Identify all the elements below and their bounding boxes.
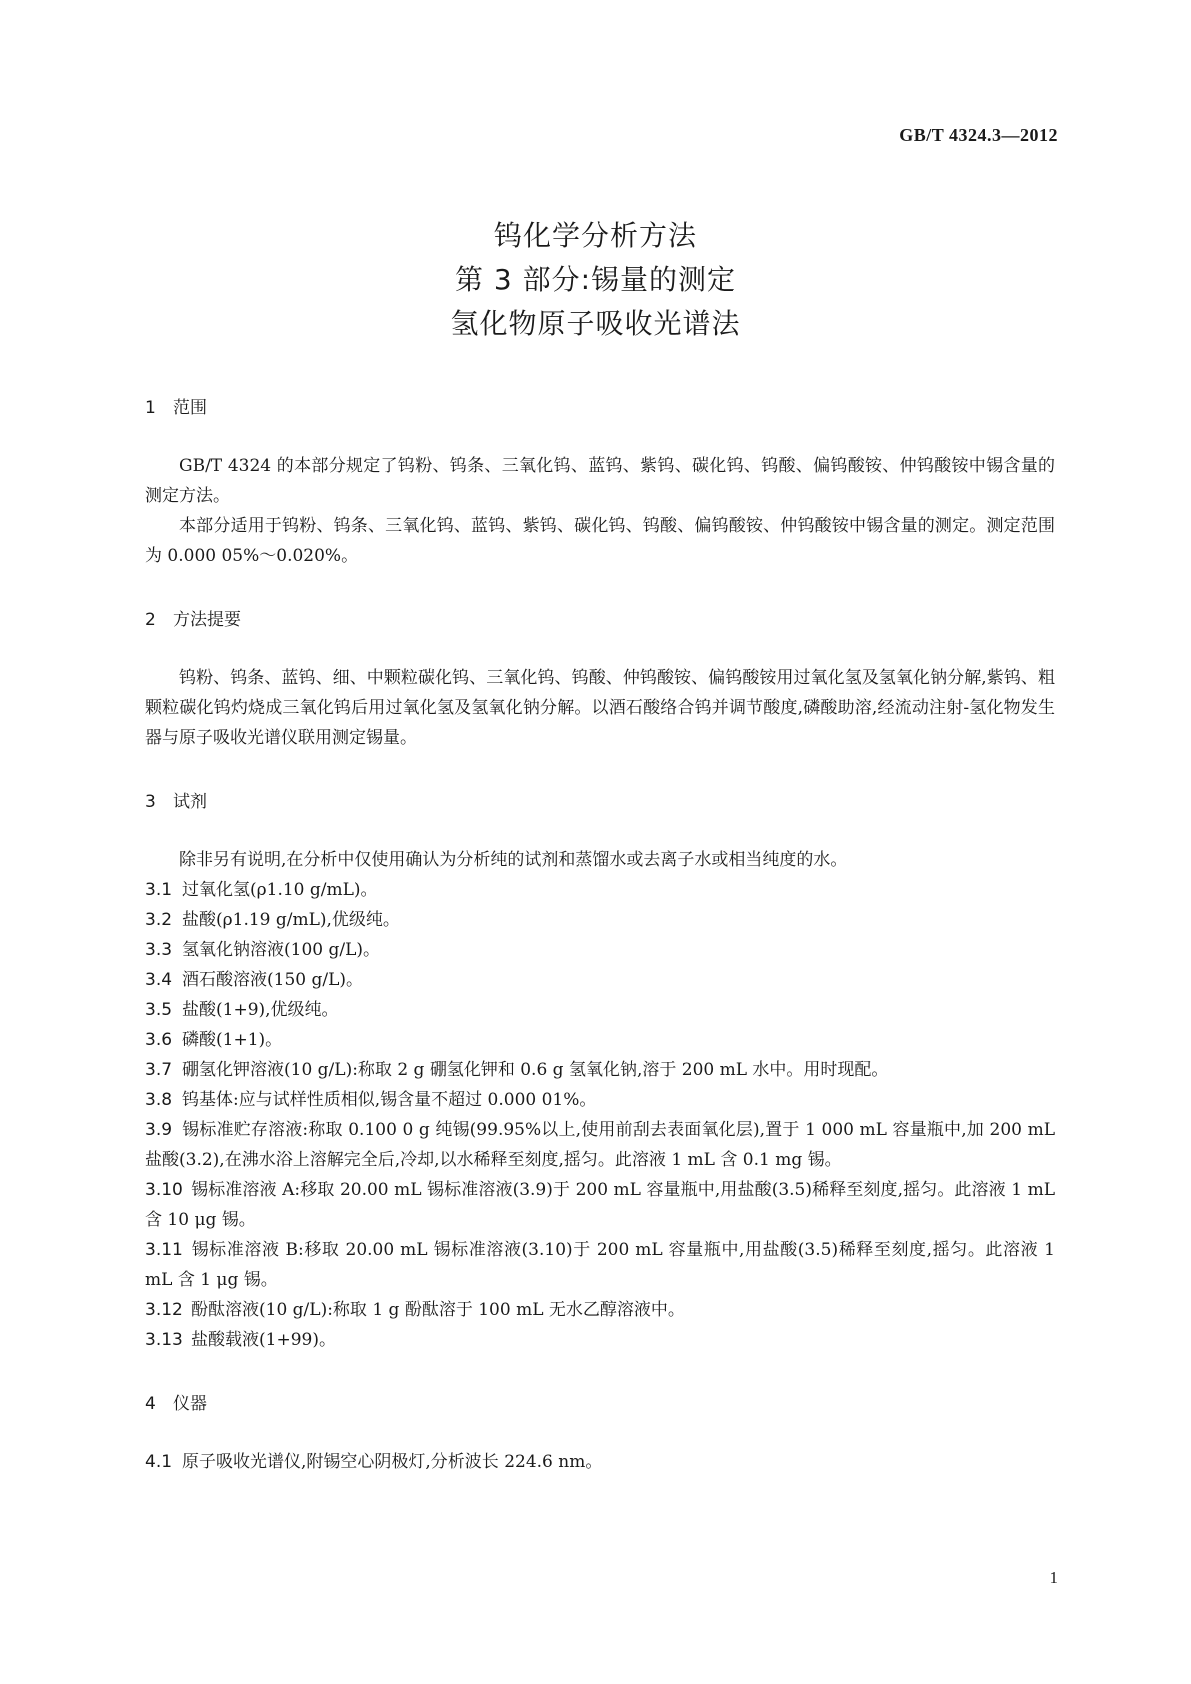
item-number: 3.13 <box>145 1330 183 1350</box>
reagent-item <box>145 875 1055 905</box>
item-number: 3.11 <box>145 1240 183 1260</box>
section-title: 仪器 <box>173 1394 207 1414</box>
item-text: 盐酸载液(1+99)。 <box>191 1330 336 1350</box>
scope-paragraph-1: GB/T 4324 的本部分规定了钨粉、钨条、三氧化钨、蓝钨、紫钨、碳化钨、钨酸、偏钨酸铵、仲钨酸铵中锡含量的测定方法。 <box>145 456 1055 506</box>
reagent-item <box>145 965 1055 995</box>
item-number: 3.2 <box>145 910 173 930</box>
item-text: 酚酞溶液(10 g/L):称取 1 g 酚酞溶于 100 mL 无水乙醇溶液中。 <box>191 1300 685 1320</box>
item-text: 锡标准溶液 B:移取 20.00 mL 锡标准溶液(3.10)于 200 mL 容量瓶中,用盐酸(3.5)稀释至刻度,摇匀。此溶液 1 mL 含 1 μg 锡。 <box>145 1240 1055 1290</box>
section-number: 4 <box>145 1394 156 1414</box>
item-number: 3.1 <box>145 880 173 900</box>
item-text: 盐酸(1+9),优级纯。 <box>182 1000 339 1020</box>
section-title: 方法提要 <box>173 610 241 630</box>
item-number: 3.12 <box>145 1300 183 1320</box>
reagent-item <box>145 1025 1055 1055</box>
reagent-item <box>145 1085 1055 1115</box>
item-number: 3.4 <box>145 970 173 990</box>
scope-paragraph-2: 本部分适用于钨粉、钨条、三氧化钨、蓝钨、紫钨、碳化钨、钨酸、偏钨酸铵、仲钨酸铵中锡含量的测定。测定范围为 0.000 05%～0.020%。 <box>145 516 1055 566</box>
reagent-item <box>145 1295 1055 1325</box>
section-number: 2 <box>145 610 156 630</box>
item-number: 3.7 <box>145 1060 173 1080</box>
section-title: 试剂 <box>173 792 207 812</box>
item-text: 磷酸(1+1)。 <box>182 1030 283 1050</box>
title-line-1: 钨化学分析方法 <box>493 219 697 252</box>
reagent-item <box>145 1175 1055 1235</box>
item-number: 3.10 <box>145 1180 183 1200</box>
reagent-item <box>145 1325 1055 1355</box>
item-number: 4.1 <box>145 1452 173 1472</box>
item-text: 硼氢化钾溶液(10 g/L):称取 2 g 硼氢化钾和 0.6 g 氢氧化钠,溶于 200 mL 水中。用时现配。 <box>182 1060 889 1080</box>
reagent-item <box>145 1115 1055 1175</box>
document-title <box>0 214 1191 346</box>
item-text: 氢氧化钠溶液(100 g/L)。 <box>182 940 381 960</box>
standard-code: GB/T 4324.3—2012 <box>899 125 1058 145</box>
item-text: 过氧化氢(ρ1.10 g/mL)。 <box>182 880 378 900</box>
item-number: 3.3 <box>145 940 173 960</box>
reagent-item <box>145 935 1055 965</box>
reagent-item <box>145 905 1055 935</box>
item-number: 3.5 <box>145 1000 173 1020</box>
instrument-item <box>145 1447 1055 1477</box>
title-line-2: 第 3 部分:锡量的测定 <box>454 263 737 296</box>
section-1-heading <box>145 395 1055 421</box>
title-line-3: 氢化物原子吸收光谱法 <box>450 307 741 340</box>
section-number: 1 <box>145 398 156 418</box>
item-text: 钨基体:应与试样性质相似,锡含量不超过 0.000 01%。 <box>182 1090 597 1110</box>
document-body <box>145 395 1055 1477</box>
method-summary-paragraph: 钨粉、钨条、蓝钨、细、中颗粒碳化钨、三氧化钨、钨酸、仲钨酸铵、偏钨酸铵用过氧化氢及氢氧化钠分解,紫钨、粗颗粒碳化钨灼烧成三氧化钨后用过氧化氢及氢氧化钠分解。以酒石酸络合钨并调节酸度,磷酸助溶,经流动注射-氢化物发生器与原子吸收光谱仪联用测定锡量。 <box>145 668 1055 748</box>
section-title: 范围 <box>173 398 207 418</box>
reagent-item <box>145 995 1055 1025</box>
item-text: 锡标准贮存溶液:称取 0.100 0 g 纯锡(99.95%以上,使用前刮去表面氧化层),置于 1 000 mL 容量瓶中,加 200 mL 盐酸(3.2),在沸水浴上溶解完全后,冷却,以水稀释至刻度,摇匀。此溶液 1 mL 含 0.1 mg 锡。 <box>145 1120 1055 1170</box>
section-2-heading <box>145 607 1055 633</box>
item-text: 盐酸(ρ1.19 g/mL),优级纯。 <box>182 910 400 930</box>
item-number: 3.6 <box>145 1030 173 1050</box>
item-number: 3.8 <box>145 1090 173 1110</box>
reagent-item <box>145 1235 1055 1295</box>
item-text: 锡标准溶液 A:移取 20.00 mL 锡标准溶液(3.9)于 200 mL 容量瓶中,用盐酸(3.5)稀释至刻度,摇匀。此溶液 1 mL 含 10 μg 锡。 <box>145 1180 1055 1230</box>
reagent-item <box>145 1055 1055 1085</box>
item-text: 原子吸收光谱仪,附锡空心阴极灯,分析波长 224.6 nm。 <box>182 1452 603 1472</box>
section-4-heading <box>145 1391 1055 1417</box>
section-number: 3 <box>145 792 156 812</box>
item-number: 3.9 <box>145 1120 173 1140</box>
page-number: 1 <box>1049 1568 1058 1587</box>
item-text: 酒石酸溶液(150 g/L)。 <box>182 970 364 990</box>
section-3-heading <box>145 789 1055 815</box>
reagents-intro: 除非另有说明,在分析中仅使用确认为分析纯的试剂和蒸馏水或去离子水或相当纯度的水。 <box>179 850 848 870</box>
